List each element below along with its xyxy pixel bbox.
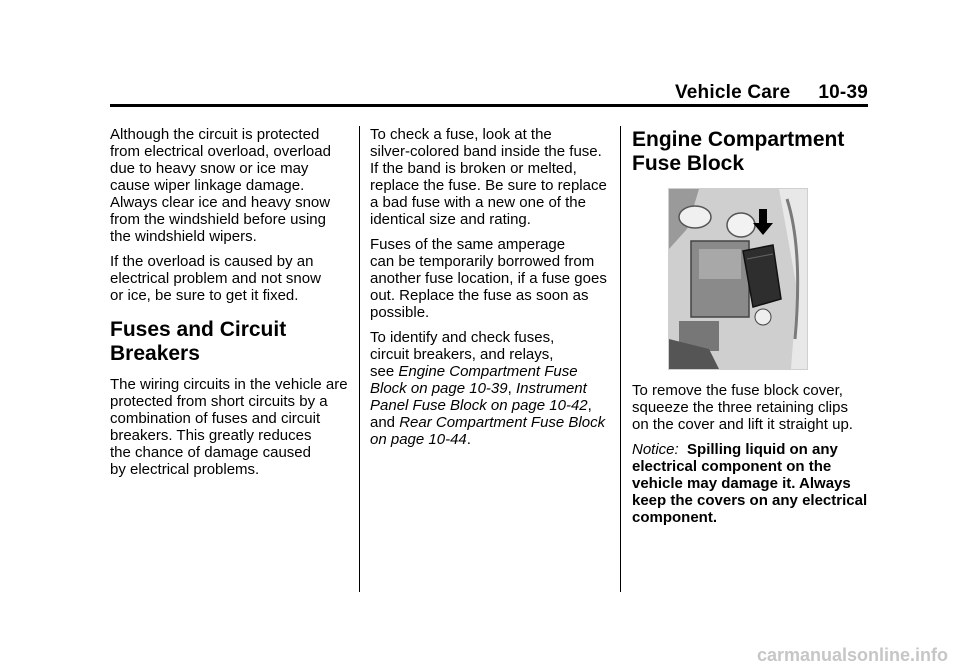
link-engine-fuse-block[interactable]: Engine Compartment Fuse Block on page 10-39 bbox=[370, 363, 578, 397]
engine-bay-illustration bbox=[669, 189, 807, 369]
column-1 bbox=[110, 126, 350, 486]
paragraph-wiring-circuits: The wiring circuits in the vehicle are protected from short circuits by a combination of fuses and circuit breakers. This greatly reduces the chance of damage caused by electrical problems. bbox=[110, 376, 348, 478]
notice-label: Notice: bbox=[632, 441, 679, 458]
paragraph-remove-cover: To remove the fuse block cover, squeeze the three retaining clips on the cover and lift it straight up. bbox=[632, 382, 853, 433]
paragraph-wiper-overload: Although the circuit is protected from electrical overload, overload due to heavy snow or ice may cause wiper linkage damage. Always clear ice and heavy snow from the windshield before using the windshield wipers. bbox=[110, 126, 331, 245]
link-rear-fuse-block[interactable]: Rear Compartment Fuse Block on page 10-44 bbox=[370, 414, 606, 448]
fuse-block-photo bbox=[668, 188, 808, 370]
header-rule bbox=[110, 104, 868, 107]
heading-engine-fuse-block: Engine Compartment Fuse Block bbox=[632, 128, 845, 175]
notice-block bbox=[632, 441, 868, 526]
link-instrument-fuse-block[interactable]: Instrument Panel Fuse Block on page 10-42 bbox=[370, 380, 588, 414]
paragraph-identify-fuses: To identify and check fuses, circuit breakers, and relays, see Engine Compartment Fuse Block on page 10-39, Instrument Panel Fuse Block on page 10-42, and Rear Compartment Fuse Block on page 10-44. bbox=[370, 329, 606, 448]
section-title: Vehicle Care bbox=[674, 82, 791, 103]
page-header bbox=[675, 82, 868, 104]
column-divider-2 bbox=[620, 126, 621, 592]
identify-intro: To identify and check fuses, circuit breakers, and relays, see bbox=[370, 329, 555, 380]
column-divider-1 bbox=[359, 126, 360, 592]
heading-fuses-breakers: Fuses and Circuit Breakers bbox=[110, 318, 287, 365]
watermark: carmanualsonline.info bbox=[756, 645, 948, 665]
paragraph-electrical-problem: If the overload is caused by an electrical problem and not snow or ice, be sure to get it fixed. bbox=[110, 253, 321, 304]
paragraph-check-fuse: To check a fuse, look at the silver-colored band inside the fuse. If the band is broken or melted, replace the fuse. Be sure to replace a bad fuse with a new one of the identical size and rating. bbox=[370, 126, 607, 228]
column-2 bbox=[370, 126, 610, 456]
page-number: 10-39 bbox=[818, 82, 868, 103]
column-3 bbox=[632, 126, 868, 534]
notice-body: Spilling liquid on any electrical component on the vehicle may damage it. Always keep the covers on any electrical component. bbox=[632, 441, 868, 526]
paragraph-borrow-fuse: Fuses of the same amperage can be temporarily borrowed from another fuse location, if a fuse goes out. Replace the fuse as soon as possible. bbox=[370, 236, 607, 321]
